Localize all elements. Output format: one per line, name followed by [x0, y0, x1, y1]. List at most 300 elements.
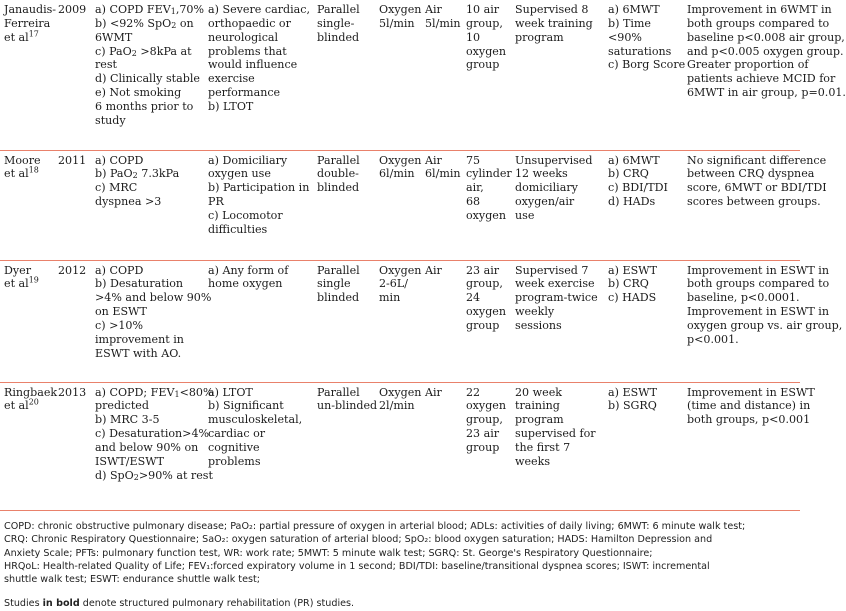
cell-line: [95, 17, 201, 31]
cell-line: [466, 17, 508, 31]
line-text: blinded: [317, 291, 360, 305]
cell-results: [684, 260, 843, 382]
line-text: a) COPD FEV: [95, 3, 171, 16]
line-text: c) PaO: [95, 44, 132, 58]
cell-line: [208, 386, 310, 400]
line-text: Air: [425, 263, 442, 277]
reference-superscript: 18: [28, 165, 39, 175]
cell-line: [466, 277, 508, 291]
line-text: baseline, p<0.0001.: [687, 291, 800, 305]
line-text: b) CRQ: [608, 167, 649, 181]
cell-exclusion: [205, 382, 314, 510]
line-text: a) COPD; FEV: [95, 385, 175, 399]
line-text: a) 6MWT: [608, 153, 660, 167]
line-text: 6WMT: [95, 30, 133, 44]
cell-line: [208, 181, 310, 195]
line-text: <90%: [608, 30, 642, 44]
line-text: b) <92% SpO: [95, 16, 172, 30]
line-text: rest: [95, 58, 118, 72]
cell-line: [317, 264, 372, 278]
cell-line: [608, 181, 680, 195]
cell-line: [208, 3, 310, 17]
cell-line: [95, 277, 201, 291]
cell-line: [466, 386, 508, 400]
cell-line: [208, 455, 310, 469]
cell-line: [515, 277, 601, 291]
line-text: Dyer: [4, 263, 32, 277]
cell-line: [515, 3, 601, 17]
cell-line: [379, 385, 422, 400]
cell-line: [608, 386, 680, 400]
line-text: c) BDI/TDI: [608, 181, 668, 195]
line-text: Supervised 7: [515, 263, 589, 277]
cell-line: [466, 154, 508, 168]
line-text: group: [466, 318, 500, 332]
line-text: cognitive: [208, 440, 260, 454]
cell-line: [95, 333, 201, 347]
cell-line: [515, 413, 601, 427]
cell-line: [95, 385, 214, 400]
line-text: Oxygen: [379, 3, 422, 16]
cell-line: [466, 209, 508, 223]
cell-line: [95, 114, 201, 128]
line-text: Parallel: [317, 385, 360, 399]
cell-line: [608, 154, 680, 168]
cell-exclusion: [205, 150, 314, 260]
cell-line: [515, 441, 601, 455]
cell-intervention: [376, 260, 422, 382]
cell-line: [466, 167, 512, 181]
line-text: c) MRC: [95, 181, 138, 195]
cell-year: [55, 260, 92, 382]
line-text: a) COPD: [95, 153, 144, 167]
line-text: 23 air: [466, 427, 500, 441]
cell-line: [317, 277, 372, 291]
line-text: weeks: [515, 454, 551, 468]
cell-line: [687, 318, 843, 333]
reference-superscript: 17: [28, 29, 39, 39]
line-text: domiciliary: [515, 181, 578, 195]
line-text: a) COPD: [95, 263, 144, 277]
line-text: a) Any form of: [208, 263, 289, 277]
line-text: e) Not smoking: [95, 86, 182, 100]
line-text: weekly: [515, 305, 555, 319]
cell-line: [687, 16, 830, 31]
line-text: group,: [466, 16, 503, 30]
line-text: double-: [317, 167, 359, 181]
cell-intervention: [376, 150, 422, 260]
line-text: 2012: [58, 263, 87, 277]
cell-line: [379, 3, 422, 17]
line-text: Parallel: [317, 153, 360, 167]
line-text: cardiac or: [208, 427, 266, 441]
cell-line: [687, 167, 815, 181]
subscript: 1: [174, 389, 180, 399]
line-text: 10 air: [466, 3, 500, 16]
cell-line: [4, 154, 51, 168]
cell-line: [425, 154, 459, 168]
line-text: Improvement in ESWT in: [687, 305, 829, 319]
line-text: c) Desaturation>4%: [95, 427, 210, 441]
line-text: et al: [4, 30, 29, 44]
line-text: Improvement in 6WMT in: [687, 3, 832, 16]
cell-intervention: [376, 0, 422, 150]
cell-line: [608, 167, 680, 181]
abbreviations-footnote: [4, 520, 796, 586]
cell-line: [466, 31, 508, 45]
cell-line: [466, 441, 508, 455]
line-text: single-: [317, 16, 355, 30]
line-text: predicted: [95, 399, 149, 413]
line-text: d) Clinically stable: [95, 72, 200, 86]
cell-line: [208, 195, 310, 209]
cell-line: [466, 291, 508, 305]
line-text: Oxygen: [379, 263, 422, 277]
cell-program: [512, 150, 605, 260]
cell-line: [95, 291, 212, 305]
line-text: b) MRC 3-5: [95, 413, 160, 427]
cell-line: [515, 427, 601, 441]
line-text: a) Severe cardiac,: [208, 3, 310, 16]
line-text: 5l/min: [425, 16, 461, 30]
line-text-after: ,70%: [175, 3, 205, 16]
line-text: musculoskeletal,: [208, 413, 303, 427]
line-text: 24: [466, 291, 481, 305]
cell-line: [317, 386, 372, 400]
cell-line: [58, 264, 88, 278]
cell-design: [314, 260, 376, 382]
reference-superscript: 20: [28, 397, 39, 407]
cell-line: [687, 291, 800, 305]
cell-outcomes: [605, 150, 684, 260]
cell-line: [208, 441, 310, 455]
cell-line: [95, 455, 201, 469]
line-text: 2013: [58, 385, 87, 399]
cell-design: [314, 150, 376, 260]
cell-line: [687, 399, 811, 413]
cell-study: [0, 0, 55, 150]
cell-line: [95, 441, 201, 455]
cell-line: [4, 385, 58, 400]
line-text: p<0.001.: [687, 332, 739, 346]
cell-exclusion: [205, 0, 314, 150]
cell-year: [55, 150, 92, 260]
line-text: Unsupervised: [515, 153, 593, 167]
cell-line: [317, 3, 372, 17]
footnote-line: COPD: chronic obstructive pulmonary disease; PaO₂: partial pressure of oxygen in arterial blood; ADLs: activities of daily living; 6MWT: 6 minute walk test;: [4, 521, 746, 532]
cell-line: [379, 17, 418, 31]
line-text: baseline p<0.008 air group,: [687, 30, 845, 44]
line-text: b) SGRQ: [608, 399, 657, 413]
cell-control: [422, 382, 463, 510]
line-text: use: [515, 208, 535, 222]
cell-line: [95, 45, 201, 59]
cell-line: [208, 223, 310, 237]
cell-inclusion: [92, 382, 214, 510]
cell-line: [95, 399, 201, 413]
cell-results: [684, 150, 827, 260]
line-text: both groups, p<0.001: [687, 413, 811, 427]
cell-line: [466, 58, 508, 72]
cell-line: [687, 86, 846, 100]
cell-line: [95, 100, 201, 114]
line-text: both groups compared to: [687, 16, 830, 30]
cell-exclusion: [205, 260, 314, 382]
line-text: 12 weeks: [515, 167, 568, 181]
cell-line: [466, 319, 508, 333]
cell-line: [608, 277, 680, 291]
cell-line: [379, 277, 418, 291]
line-text: study: [95, 113, 126, 127]
line-text: c) Locomotor: [208, 208, 283, 222]
line-text: the first 7: [515, 440, 571, 454]
cell-line: [379, 167, 418, 181]
line-text: neurological: [208, 30, 279, 44]
cell-line: [95, 413, 201, 427]
cell-line: [687, 72, 836, 86]
line-text: a) ESWT: [608, 385, 657, 399]
cell-line: [608, 45, 680, 59]
line-text: on ESWT: [95, 305, 147, 319]
cell-line: [4, 264, 51, 278]
line-text: 2009: [58, 3, 87, 16]
cell-line: [608, 31, 680, 45]
cell-line: [58, 3, 88, 17]
line-text: Moore: [4, 153, 41, 167]
cell-line: [95, 347, 201, 361]
cell-line: [317, 17, 372, 31]
cell-line: [4, 167, 51, 181]
cell-line: [687, 195, 821, 209]
cell-line: [4, 399, 51, 413]
cell-line: [208, 17, 310, 31]
line-text: 2-6L/: [379, 277, 408, 291]
cell-inclusion: [92, 260, 212, 382]
cell-line: [208, 264, 310, 278]
line-text: group,: [466, 413, 503, 427]
cell-line: [208, 58, 310, 72]
line-text: problems: [208, 454, 261, 468]
line-text: program: [515, 30, 564, 44]
line-text-after: on: [176, 16, 194, 30]
cell-results: [684, 0, 846, 150]
line-text: 5l/min: [379, 16, 415, 30]
cell-control: [422, 260, 463, 382]
cell-outcomes: [605, 0, 684, 150]
line-text: cylinder: [466, 167, 512, 181]
line-text: b) CRQ: [608, 277, 649, 291]
line-text: performance: [208, 86, 281, 100]
line-text: Improvement in ESWT: [687, 385, 815, 399]
line-text: Improvement in ESWT in: [687, 263, 829, 277]
cell-line: [687, 58, 809, 72]
cell-line: [515, 264, 601, 278]
line-text: and below 90% on: [95, 440, 199, 454]
line-text: oxygen group vs. air group,: [687, 318, 843, 332]
cell-intervention: [376, 382, 422, 510]
line-text: b) PaO: [95, 167, 133, 181]
line-text: Air: [425, 3, 442, 16]
line-text: 2l/min: [379, 399, 415, 413]
line-text: ESWT with AO.: [95, 346, 182, 360]
line-text: training: [515, 399, 560, 413]
cell-line: [95, 264, 201, 278]
cell-design: [314, 0, 376, 150]
cell-control: [422, 150, 463, 260]
cell-outcomes: [605, 382, 684, 510]
cell-line: [425, 3, 459, 17]
line-text: blinded: [317, 181, 360, 195]
line-text: Ferreira: [4, 16, 51, 30]
line-text: 68: [466, 195, 481, 209]
cell-control: [422, 0, 463, 150]
line-text: supervised for: [515, 427, 596, 441]
cell-line: [4, 17, 51, 31]
line-text: b) LTOT: [208, 99, 254, 113]
cell-line: [466, 399, 508, 413]
table-row: [0, 382, 800, 510]
line-text: problems that: [208, 44, 287, 58]
cell-line: [608, 17, 680, 31]
cell-line: [608, 291, 680, 305]
cell-line: [425, 167, 459, 181]
cell-results: [684, 382, 815, 510]
line-text: Greater proportion of: [687, 58, 809, 72]
cell-program: [512, 382, 605, 510]
line-text: oxygen: [466, 399, 507, 413]
line-text: et al: [4, 277, 29, 291]
cell-line: [95, 468, 213, 483]
cell-line: [515, 17, 601, 31]
line-text: 6 months prior to: [95, 99, 194, 113]
line-text: exercise: [208, 72, 255, 86]
cell-line: [317, 31, 372, 45]
cell-line: [208, 277, 310, 291]
line-text: a) ESWT: [608, 263, 657, 277]
line-text: saturations: [608, 44, 672, 58]
cell-line: [95, 427, 210, 441]
reference-superscript: 19: [28, 275, 39, 285]
line-text: Air: [425, 385, 442, 399]
cell-study: [0, 150, 55, 260]
line-text: et al: [4, 399, 29, 413]
line-text: group: [466, 58, 500, 72]
cell-participants: [463, 382, 512, 510]
line-text: d) SpO: [95, 468, 134, 482]
line-text: 22: [466, 385, 481, 399]
line-text: blinded: [317, 30, 360, 44]
cell-line: [687, 277, 830, 291]
line-text: Oxygen: [379, 153, 422, 167]
cell-line: [466, 264, 508, 278]
line-text: score, 6MWT or BDI/TDI: [687, 181, 827, 195]
line-text: 10: [466, 30, 481, 44]
cell-program: [512, 260, 605, 382]
line-text-after: 7.3kPa: [137, 167, 180, 181]
line-text: PR: [208, 195, 224, 209]
cell-line: [208, 100, 310, 114]
line-text: c) >10%: [95, 318, 144, 332]
line-text: sessions: [515, 318, 562, 332]
cell-line: [58, 386, 88, 400]
cell-line: [95, 181, 201, 195]
line-text: would influence: [208, 58, 298, 72]
cell-line: [95, 305, 201, 319]
cell-inclusion: [92, 150, 205, 260]
line-text: week training: [515, 16, 593, 30]
cell-line: [466, 195, 508, 209]
line-text: single: [317, 277, 351, 291]
line-text: program: [515, 413, 564, 427]
line-text: 6MWT in air group, p=0.01.: [687, 86, 846, 100]
cell-line: [466, 45, 508, 59]
line-text: ISWT/ESWT: [95, 454, 165, 468]
cell-study: [0, 260, 55, 382]
cell-line: [608, 264, 680, 278]
line-text: a) 6MWT: [608, 3, 660, 16]
cell-line: [58, 154, 88, 168]
line-text: Oxygen: [379, 385, 422, 399]
line-text: oxygen: [466, 305, 507, 319]
line-text: Parallel: [317, 263, 360, 277]
line-text-after: <80%: [179, 385, 214, 399]
line-text: (time and distance) in: [687, 399, 811, 413]
cell-line: [4, 31, 51, 45]
cell-line: [208, 72, 310, 86]
cell-design: [314, 382, 376, 510]
line-text: d) HADs: [608, 195, 656, 209]
line-text: both groups compared to: [687, 277, 830, 291]
cell-study: [0, 382, 58, 510]
line-text: oxygen use: [208, 167, 271, 181]
table-row: [0, 260, 800, 382]
cell-line: [208, 31, 310, 45]
footnote-line: shuttle walk test; ESWT: endurance shuttle walk test;: [4, 574, 260, 586]
cell-line: [687, 305, 829, 319]
cell-year: [55, 0, 92, 150]
cell-line: [515, 319, 601, 333]
line-text: >4% and below 90%: [95, 291, 212, 305]
cell-line: [379, 263, 422, 278]
cell-line: [95, 195, 201, 209]
table-row: [0, 0, 800, 150]
cell-line: [95, 86, 201, 100]
cell-line: [687, 263, 829, 278]
line-text: c) HADS: [608, 291, 657, 305]
cell-line: [208, 167, 310, 181]
line-text: a) LTOT: [208, 385, 253, 399]
line-text: group: [466, 440, 500, 454]
cell-line: [425, 264, 459, 278]
line-text: program-twice: [515, 291, 598, 305]
cell-line: [466, 3, 508, 17]
cell-line: [95, 58, 201, 72]
cell-participants: [463, 0, 512, 150]
line-text: orthopaedic or: [208, 16, 291, 30]
line-text: difficulties: [208, 222, 268, 236]
cell-line: [95, 72, 201, 86]
cell-line: [515, 305, 601, 319]
cell-line: [515, 181, 601, 195]
cell-line: [515, 386, 601, 400]
line-text: Air: [425, 153, 442, 167]
cell-line: [687, 30, 845, 45]
cell-line: [515, 154, 601, 168]
line-text: b) Desaturation: [95, 277, 184, 291]
line-text: group,: [466, 277, 503, 291]
cell-line: [608, 195, 680, 209]
line-text: min: [379, 291, 401, 305]
